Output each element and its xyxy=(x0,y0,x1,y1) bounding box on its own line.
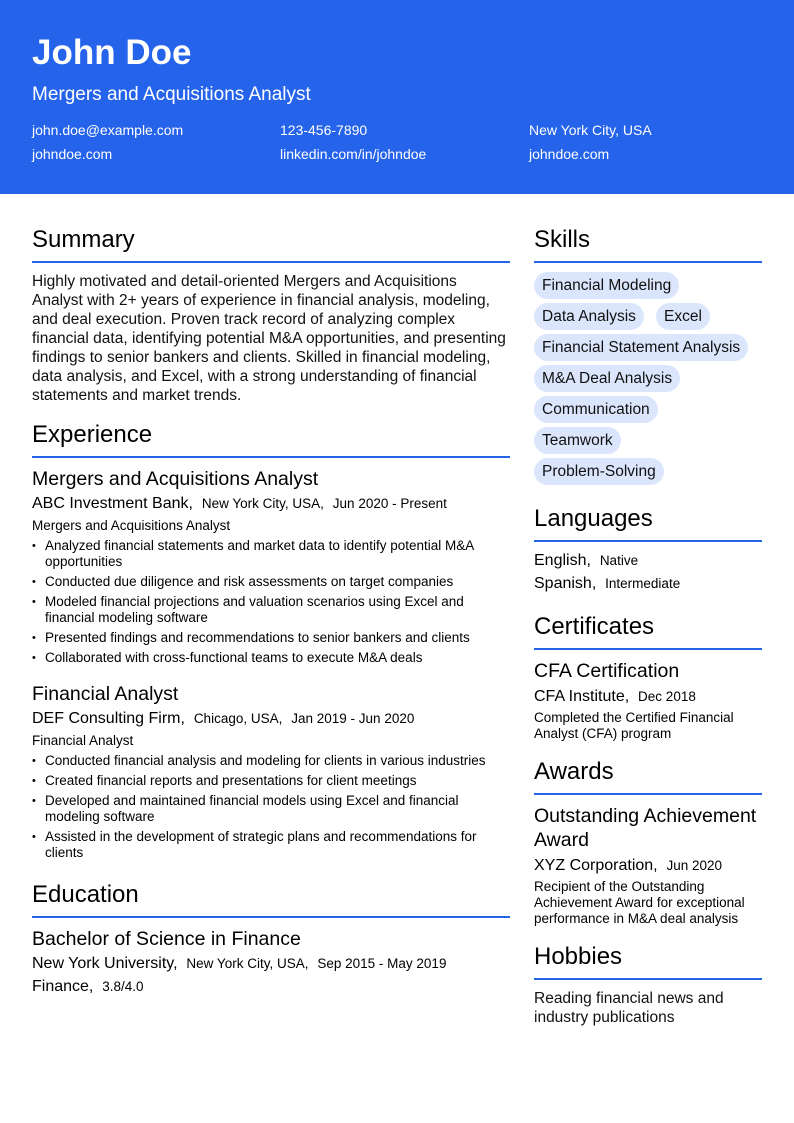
job-dates: Jun 2020 - Present xyxy=(332,496,447,511)
language-level: Native xyxy=(599,553,639,568)
skill-chip: M&A Deal Analysis xyxy=(534,365,680,392)
experience-heading: Experience xyxy=(32,421,153,448)
location-text: New York City, USA xyxy=(529,122,652,138)
section-divider xyxy=(534,540,762,542)
job-meta xyxy=(32,494,447,514)
website-link-secondary[interactable]: johndoe.com xyxy=(529,146,610,162)
certificate-issuer: CFA Institute, xyxy=(534,688,630,705)
skill-chip: Excel xyxy=(656,303,710,330)
award-issuer: XYZ Corporation, xyxy=(534,857,658,874)
language-level: Intermediate xyxy=(605,576,681,591)
job-role: Financial Analyst xyxy=(32,733,134,748)
section-divider xyxy=(534,648,762,650)
job-title: Mergers and Acquisitions Analyst xyxy=(32,468,319,490)
award-date: Jun 2020 xyxy=(666,858,723,873)
job-bullet: • Conducted due diligence and risk assessments on target companies xyxy=(32,574,510,590)
education-field xyxy=(32,977,144,997)
company-name: ABC Investment Bank, xyxy=(32,495,193,512)
job-title: Financial Analyst xyxy=(32,683,179,705)
job-meta xyxy=(32,709,414,729)
company-name: DEF Consulting Firm, xyxy=(32,710,185,727)
skill-chip: Data Analysis xyxy=(534,303,644,330)
award-description: Recipient of the Outstanding Achievement Award for exceptional performance in M&A deal analysis xyxy=(534,879,745,926)
summary-heading: Summary xyxy=(32,226,135,253)
job-bullet: • Conducted financial analysis and modeling for clients in various industries xyxy=(32,753,510,769)
education-meta xyxy=(32,954,446,974)
job-bullet: • Created financial reports and presentations for client meetings xyxy=(32,773,510,789)
certificate-date: Dec 2018 xyxy=(638,689,696,704)
field-of-study: Finance, xyxy=(32,978,94,995)
skill-chip: Financial Statement Analysis xyxy=(534,334,748,361)
job-bullet: • Analyzed financial statements and market data to identify potential M&A opportunities xyxy=(32,538,510,570)
school-name: New York University, xyxy=(32,955,178,972)
school-location: New York City, USA, xyxy=(186,956,309,971)
language-name: English, xyxy=(534,552,591,569)
certificates-heading: Certificates xyxy=(534,613,655,640)
languages-heading: Languages xyxy=(534,505,653,532)
hobbies-heading: Hobbies xyxy=(534,943,623,970)
candidate-name: John Doe xyxy=(32,33,192,72)
section-divider xyxy=(534,978,762,980)
summary-text: Highly motivated and detail-oriented Mergers and Acquisitions Analyst with 2+ years of experience in financial analysis, modeling, and deal execution. Proven track record of analyzing complex financial data, identifying potential M&A opportunities, and presenting findings to senior bankers and clients. Skilled in financial modeling, data analysis, and Excel, with a strong understanding of financial statements and market trends. xyxy=(32,273,506,404)
job-bullet: • Developed and maintained financial models using Excel and financial modeling software xyxy=(32,793,510,825)
language-item xyxy=(534,574,680,594)
job-location: Chicago, USA, xyxy=(193,711,283,726)
website-link[interactable]: johndoe.com xyxy=(32,146,113,162)
skill-chip: Teamwork xyxy=(534,427,621,454)
degree-title: Bachelor of Science in Finance xyxy=(32,928,301,950)
phone-number[interactable]: 123-456-7890 xyxy=(280,122,368,138)
linkedin-link[interactable]: linkedin.com/in/johndoe xyxy=(280,146,427,162)
certificate-description: Completed the Certified Financial Analyst (CFA) program xyxy=(534,710,734,741)
job-location: New York City, USA, xyxy=(201,496,324,511)
skill-chip: Problem-Solving xyxy=(534,458,664,485)
certificate-name: CFA Certification xyxy=(534,660,680,682)
education-heading: Education xyxy=(32,881,139,908)
certificate-meta xyxy=(534,687,696,707)
section-divider xyxy=(534,261,762,263)
awards-heading: Awards xyxy=(534,758,614,785)
job-dates: Jan 2019 - Jun 2020 xyxy=(291,711,415,726)
language-item xyxy=(534,551,638,571)
award-name: Outstanding Achievement Award xyxy=(534,805,757,851)
section-divider xyxy=(32,456,510,458)
section-divider xyxy=(534,793,762,795)
job-bullet: • Modeled financial projections and valuation scenarios using Excel and financial modeling software xyxy=(32,594,510,626)
job-role: Mergers and Acquisitions Analyst xyxy=(32,518,231,533)
language-name: Spanish, xyxy=(534,575,597,592)
skill-chip: Communication xyxy=(534,396,658,423)
skill-chip: Financial Modeling xyxy=(534,272,679,299)
education-dates: Sep 2015 - May 2019 xyxy=(317,956,447,971)
hobbies-text: Reading financial news and industry publications xyxy=(534,990,724,1026)
email-link[interactable]: john.doe@example.com xyxy=(32,122,184,138)
job-bullet: • Presented findings and recommendations to senior bankers and clients xyxy=(32,630,510,646)
skills-heading: Skills xyxy=(534,226,591,253)
gpa: 3.8/4.0 xyxy=(102,979,144,994)
candidate-title: Mergers and Acquisitions Analyst xyxy=(32,84,311,105)
award-meta xyxy=(534,856,722,876)
section-divider xyxy=(32,261,510,263)
resume-header xyxy=(0,0,794,194)
job-bullet: • Assisted in the development of strategic plans and recommendations for clients xyxy=(32,829,510,861)
job-bullet: • Collaborated with cross-functional teams to execute M&A deals xyxy=(32,650,510,666)
section-divider xyxy=(32,916,510,918)
